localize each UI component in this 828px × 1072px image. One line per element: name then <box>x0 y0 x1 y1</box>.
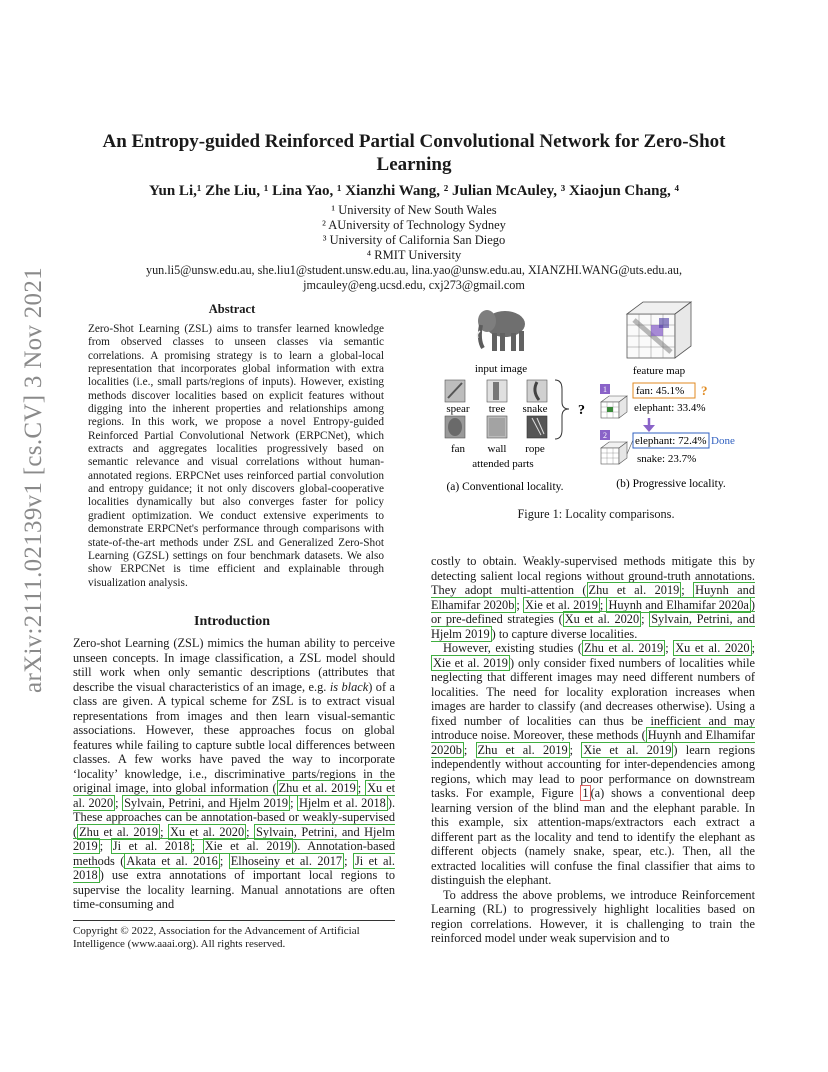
step-2-prediction-top: elephant: 72.4% <box>635 435 707 447</box>
citation-link[interactable]: Zhu et al. 2019 <box>477 742 568 757</box>
citation-link[interactable]: Akata et al. 2016 <box>126 853 218 868</box>
citation-link[interactable]: Xie et al. 2019 <box>583 742 672 757</box>
affiliation-3: ³ University of California San Diego <box>322 233 506 247</box>
citation-link[interactable]: Elhoseiny et al. 2017 <box>230 853 343 868</box>
right-paragraph-2: However, existing studies ( Zhu et al. 2019 ; Xu et al. 2020 ; Xie et al. 2019 ) only consider fixed numbers of localities while neglecting that different images may need different numbers of localities. The need for locality exploration increases when images are harder to classify (and decreases otherwise). Using a fixed number of localities can thus be inefficient and may introduce noise. Moreover, these methods ( Huynh and Elhamifar 2020b ; Zhu et al. 2019 ; Xie et al. 2019 ) learn regions independently without accounting for inter-dependencies among regions, which may lead to poor performance on downstream tasks. For example, Figure 1 (a) shows a conventional deep learning version of the blind man and the elephant parable. In this example, six attention-maps/extractors each extract a different part as the locality and tend to identify the elephant as different objects (namely snake, spear, etc.). Then, all the extracted localities will confuse the final classifier that aims to distinguish the elephant. <box>431 641 756 887</box>
step-1-grid <box>601 396 627 418</box>
citation-link[interactable]: Xu et al. 2020 <box>675 641 750 655</box>
part-label-snake: snake <box>522 403 548 415</box>
author-emails <box>80 263 748 293</box>
step-1-prediction-top: fan: 45.1% <box>636 385 685 397</box>
citation-link[interactable]: Sylvain, Petrini, and Hjelm 2019 <box>73 824 395 853</box>
copyright-notice: Copyright © 2022, Association for the Advancement of Artificial Intelligence (www.aaai.org). All rights reserved. <box>73 925 360 950</box>
citation-link[interactable]: Zhu et al. 2019 <box>79 824 159 839</box>
citation-link[interactable]: Huynh and Elhamifar 2020b <box>431 583 756 612</box>
citation-link[interactable]: Xie et al. 2019 <box>433 655 508 670</box>
right-paragraph-3: To address the above problems, we introduce Reinforcement Learning (RL) to progressively highlight localities based on region correlations. However, it is challenging to train the reinforced model under weak supervision and to <box>431 887 755 945</box>
feature-map-label: feature map <box>632 365 686 377</box>
abstract-body: Zero-Shot Learning (ZSL) aims to transfer learned knowledge from observed classes to unseen classes via semantic correlations. A promising strategy is to learn a global-local representation that incorporates global information with extra localities (i.e., small parts/regions of inputs). However, existing methods discover localities based on explicit features without digging into the inherent properties and relationships among regions. In this work, we propose a novel Entropy-guided Reinforced Partial Convolutional Network (ERPCNet), which extracts and aggregates localities progressively based on semantic relevance and visual correlations without human-annotated regions. ERPCNet uses reinforced partial convolution and entropy guidance; it not only discovers global-cooperative localities dynamically but also converges faster for policy gradient optimization. We conduct extensive experiments to demonstrate ERPCNet's performance through comparisons with state-of-the-art methods under ZSL and Generalized Zero-Shot Learning (GZSL) settings on four benchmark datasets. We also show ERPCNet is time efficient and explainable through visualization analysis. <box>88 323 384 589</box>
footnote-rule <box>73 920 395 921</box>
citation-link[interactable]: Huynh and Elhamifar 2020a <box>608 597 749 612</box>
citation-link[interactable]: Xie et al. 2019 <box>524 597 598 612</box>
introduction-heading: Introduction <box>194 614 270 629</box>
subcaption-a: (a) Conventional locality. <box>446 481 564 493</box>
figure-reference-link[interactable]: 1 <box>582 786 589 800</box>
citation-link[interactable]: Zhu et al. 2019 <box>584 641 664 655</box>
done-marker: Done <box>711 435 735 447</box>
affiliation-2: ² AUniversity of Technology Sydney <box>322 218 506 232</box>
part-label-spear: spear <box>446 403 470 415</box>
citation-link[interactable]: Ji et al. 2018 <box>112 839 190 853</box>
part-label-rope: rope <box>525 443 545 455</box>
uncertain-marker: ? <box>701 383 708 398</box>
citation-link[interactable]: Xu et al. 2020 <box>564 612 640 626</box>
step-2-prediction-second: snake: 23.7% <box>637 453 697 465</box>
citation-link[interactable]: Huynh and Elhamifar 2020b <box>431 728 756 757</box>
citation-link[interactable]: Hjelm et al. 2018 <box>299 795 386 810</box>
subcaption-b: (b) Progressive locality. <box>616 478 726 490</box>
right-paragraph-1: costly to obtain. Weakly-supervised methods mitigate this by detecting salient local regions without ground-truth annotations. They adopt multi-attention ( Zhu et al. 2019 ; Huynh and Elhamifar 2020b ; Xie et al. 2019 ; Huynh and Elhamifar 2020a ) or pre-defined strategies ( Xu et al. 2020 ; Sylvain, Petrini, and Hjelm 2019 ) to capture diverse localities. <box>431 554 756 641</box>
citation-link[interactable]: Zhu et al. 2019 <box>588 583 680 597</box>
brace-icon <box>555 380 569 439</box>
attended-parts-label: attended parts <box>472 458 534 470</box>
citation-link[interactable]: Xu et al. 2020 <box>169 824 245 839</box>
step-1-prediction-second: elephant: 33.4% <box>634 402 706 414</box>
figure-1 <box>431 294 761 504</box>
citation-link[interactable]: Sylvain, Petrini, and Hjelm 2019 <box>431 612 756 641</box>
input-image-label: input image <box>474 363 528 375</box>
affiliation-1: ¹ University of New South Wales <box>331 203 497 217</box>
part-label-tree: tree <box>488 403 506 415</box>
citation-link[interactable]: Xie et al. 2019 <box>204 839 292 853</box>
intro-paragraph-1: Zero-shot Learning (ZSL) mimics the human ability to perceive unseen concepts. In image classification, a ZSL model should still work when only semantic descriptions (attributes that describe the visual characteristics of an image, e.g. is black) of a class are given. A typical scheme for ZSL is to extract visual representations from images and then learn visual-semantic associations. However, these approaches focus on global features while failing to capture subtle local differences between classes. A few works have paved the way to incorporate ‘locality’ knowledge, i.e., discriminative parts/regions in the original image, into global information ( Zhu et al. 2019 ; Xu et al. 2020 ; Sylvain, Petrini, and Hjelm 2019 ; Hjelm et al. 2018 ). These approaches can be annotation-based or weakly-supervised ( Zhu et al. 2019 ; Xu et al. 2020 ; Sylvain, Petrini, and Hjelm 2019 ; Ji et al. 2018 ; Xie et al. 2019 ). Annotation-based methods ( Akata et al. 2016 ; Elhoseiny et al. 2017 ; Ji et al. 2018 ) use extra annotations of important local regions to supervise the locality learning. Manual annotations are often time-consuming and <box>73 636 396 911</box>
svg-text:2: 2 <box>603 431 607 440</box>
arxiv-id: arXiv:2111.02139v1 [cs.CV] 3 Nov 2021 <box>20 267 47 693</box>
author-list: Yun Li,¹ Zhe Liu, ¹ Lina Yao, ¹ Xianzhi Wang, ² Julian McAuley, ³ Xiaojun Chang, ⁴ <box>149 183 679 199</box>
question-mark: ? <box>578 403 585 418</box>
citation-link[interactable]: Sylvain, Petrini, and Hjelm 2019 <box>124 795 289 810</box>
arxiv-watermark <box>20 267 47 693</box>
step-2-grid <box>601 442 627 464</box>
locality-comparison-figure <box>431 294 761 504</box>
citation-link[interactable]: Xu et al. 2020 <box>73 781 396 810</box>
affiliation-4: ⁴ RMIT University <box>366 248 462 262</box>
introduction-body <box>73 636 395 912</box>
feature-map-cube <box>627 302 691 358</box>
svg-text:1: 1 <box>603 385 607 394</box>
email-line-1: yun.li5@unsw.edu.au, she.liu1@student.unsw.edu.au, lina.yao@unsw.edu.au, XIANZHI.WANG@uts.edu.au, <box>145 263 683 277</box>
progress-arrow-icon <box>643 425 655 432</box>
part-label-wall: wall <box>487 443 507 455</box>
figure-1-caption: Figure 1: Locality comparisons. <box>517 507 675 521</box>
citation-link[interactable]: Zhu et al. 2019 <box>278 781 356 795</box>
elephant-image <box>471 302 533 360</box>
citation-link[interactable]: Ji et al. 2018 <box>73 853 396 882</box>
email-line-2: jmcauley@eng.ucsd.edu, cxj273@gmail.com <box>303 278 525 292</box>
right-column-body <box>431 554 755 946</box>
abstract-heading: Abstract <box>208 302 256 316</box>
paper-title: An Entropy-guided Reinforced Partial Convolutional Network for Zero-Shot Learning <box>102 131 726 175</box>
part-label-fan: fan <box>450 443 466 455</box>
